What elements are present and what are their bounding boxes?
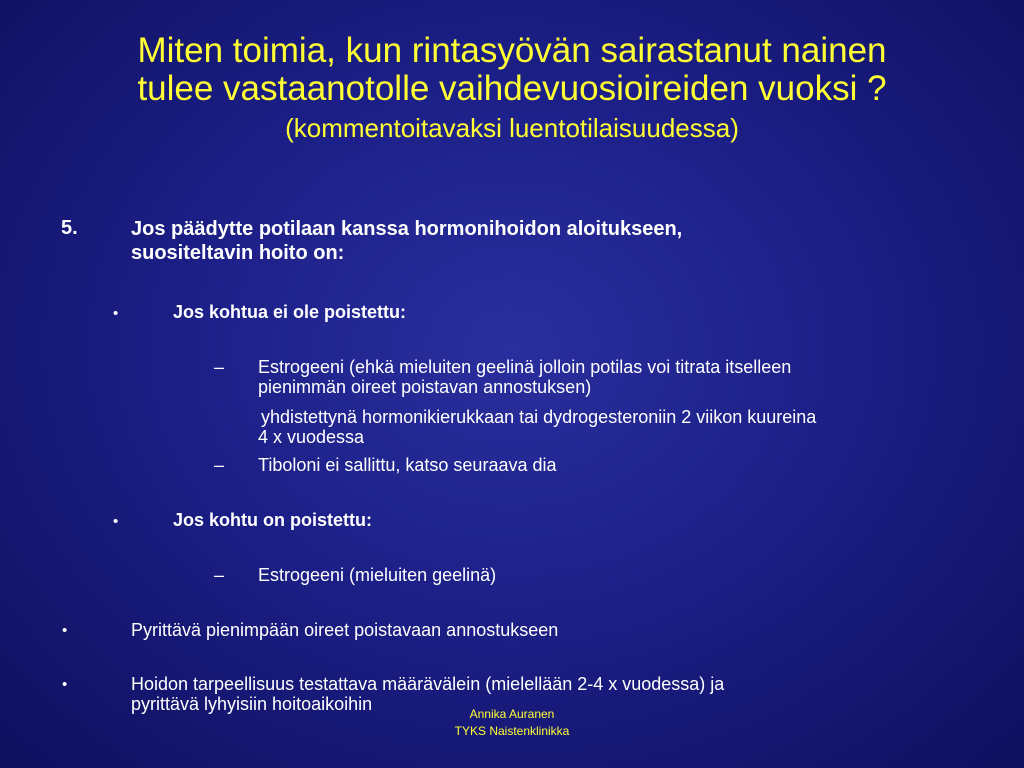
section-a-continuation: [258, 407, 816, 447]
footer-org: TYKS Naistenklinikka: [454, 724, 570, 738]
bullet-icon: •: [62, 676, 68, 693]
title-line-1: Miten toimia, kun rintasyövän sairastanut nainen: [137, 31, 887, 70]
section-b-heading: Jos kohtu on poistettu:: [173, 510, 372, 530]
dash-icon: –: [214, 565, 225, 585]
section-a-cont-line-2: 4 x vuodessa: [258, 427, 365, 447]
item-number: 5.: [61, 217, 78, 239]
point-2-line-2: pyrittävä lyhyisiin hoitoaikoihin: [131, 694, 373, 714]
point-1: Pyrittävä pienimpään oireet poistavaan annostukseen: [131, 620, 559, 640]
section-b-dash-1: Estrogeeni (mieluiten geelinä): [258, 565, 497, 585]
section-a-dash-2: Tiboloni ei sallittu, katso seuraava dia: [258, 455, 557, 475]
slide-subtitle: (kommentoitavaksi luentotilaisuudessa): [285, 113, 739, 143]
section-a-dash-1-line-1: Estrogeeni (ehkä mieluiten geelinä jolloin potilas voi titrata itselleen: [258, 357, 792, 377]
footer-name: Annika Auranen: [469, 707, 555, 721]
footer: [412, 706, 612, 740]
slide-title: [0, 32, 1024, 146]
title-line-2: tulee vastaanotolle vaihdevuosioireiden vuoksi ?: [137, 69, 887, 108]
item-5-line-2: suositeltavin hoito on:: [131, 242, 345, 264]
bullet-icon: •: [113, 513, 119, 530]
dash-icon: –: [214, 357, 225, 377]
dash-icon: –: [214, 455, 225, 475]
bullet-icon: •: [113, 305, 119, 322]
bullet-icon: •: [62, 622, 68, 639]
section-a-heading: Jos kohtua ei ole poistettu:: [173, 302, 407, 322]
section-a-dash-1: [258, 357, 791, 397]
point-2-line-1: Hoidon tarpeellisuus testattava määrävälein (mielellään 2-4 x vuodessa) ja: [131, 674, 725, 694]
item-5-line-1: Jos päädytte potilaan kanssa hormonihoidon aloitukseen,: [131, 218, 683, 240]
section-a-dash-1-line-2: pienimmän oireet poistavan annostuksen): [258, 377, 592, 397]
section-a-cont-line-1: yhdistettynä hormonikierukkaan tai dydrogesteroniin 2 viikon kuureina: [261, 407, 817, 427]
item-5-text: [131, 217, 682, 265]
